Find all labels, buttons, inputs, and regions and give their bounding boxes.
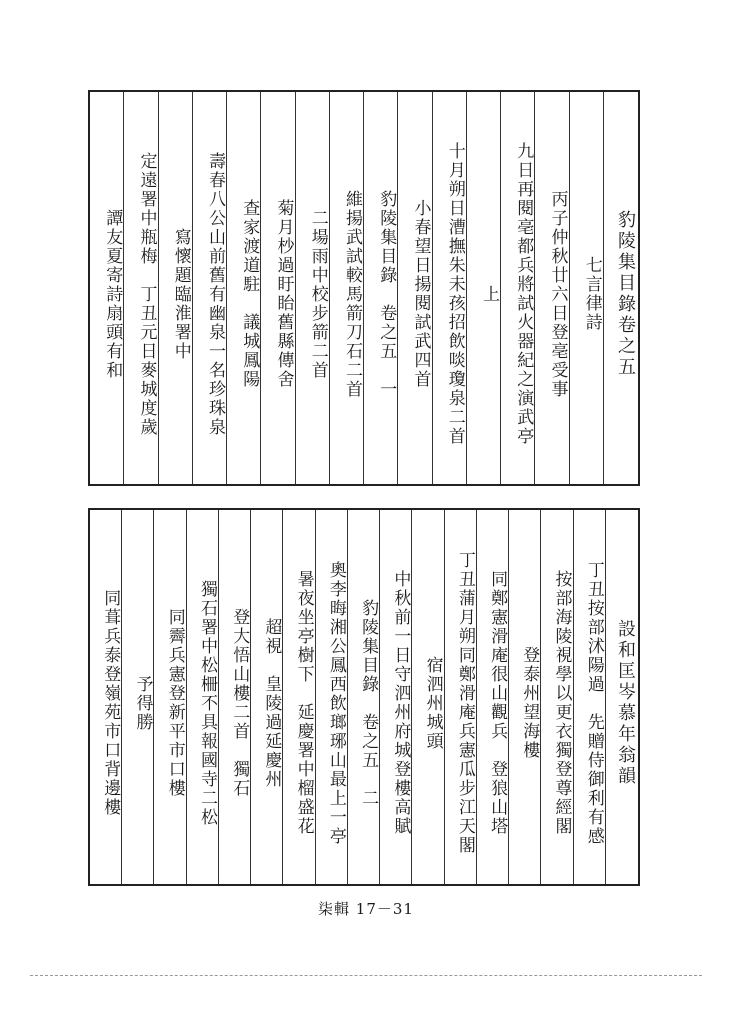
bottom_block-column-13: 登大悟山樓二首 獨石 <box>229 608 250 798</box>
bottom_block-column-rule <box>153 510 154 884</box>
bottom_block-column-16: 予得勝 <box>132 674 153 732</box>
bottom_block-column-rule <box>379 510 380 884</box>
top_block-column-8: 豹陵集目錄 卷之五 一 <box>376 189 397 399</box>
top_block-column-rule <box>192 92 193 484</box>
bottom_block-column-3: 按部海陵視學以更衣獨登尊經閣 <box>551 570 572 836</box>
bottom_block-column-2: 丁丑按部沭陽過 先贈侍御利有感 <box>583 560 604 846</box>
bottom_block-column-rule <box>250 510 251 884</box>
bottom_block-column-14: 獨石署中松柵不具報國寺二松 <box>196 579 217 827</box>
top_block-column-11: 菊月杪過盱眙舊縣傳舍 <box>273 199 294 389</box>
top_block-column-rule <box>363 92 364 484</box>
bottom_block-column-8: 中秋前一日守泗州府城登樓高賦 <box>390 570 411 836</box>
bottom_block-column-rule <box>315 510 316 884</box>
top_block-column-rule <box>295 92 296 484</box>
top_block-column-9: 維揚武試較馬箭刀石二首 <box>342 189 362 399</box>
top_block-column-16: 譚友夏寄詩扇頭有和 <box>102 208 123 380</box>
bottom_block-column-15: 同霽兵憲登新平市口樓 <box>164 608 185 798</box>
bottom-text-frame <box>88 508 640 886</box>
top_block-column-2: 七言律詩 <box>581 256 602 332</box>
top_block-column-rule <box>603 92 604 484</box>
top_block-column-rule <box>329 92 330 484</box>
top_block-column-12: 查家渡道駐 議城鳳陽 <box>239 199 260 389</box>
top_block-column-6: 十月朔日漕撫朱未孩招飲啖瓊泉二首 <box>444 142 465 446</box>
bottom_block-column-rule <box>186 510 187 884</box>
top_block-column-15: 定遠署中瓶梅 丁丑元日麥城度歲 <box>136 151 157 437</box>
bottom_block-column-4: 登泰州望海樓 <box>519 646 540 760</box>
bottom_block-column-17: 同葺兵泰登嶺苑市口背邊樓 <box>100 589 121 817</box>
page-footer-label: 柒輯 17－31 <box>318 900 414 918</box>
bottom_block-column-7: 宿泗州城頭 <box>422 655 443 751</box>
top_block-column-rule <box>158 92 159 484</box>
bottom_block-column-rule <box>540 510 541 884</box>
bottom_block-column-1: 設和匡岑慕年翁韻 <box>615 619 636 787</box>
bottom_block-column-rule <box>605 510 606 884</box>
top_block-column-rule <box>123 92 124 484</box>
bottom_block-column-5: 同鄭憲滑庵很山觀兵 登狼山塔 <box>487 570 508 836</box>
top_block-column-3: 丙子仲秋廿六日登亳受事 <box>547 189 568 399</box>
top_block-column-rule <box>432 92 433 484</box>
top-text-frame <box>88 90 640 486</box>
top_block-column-10: 二場雨中校步箭二首 <box>307 208 328 380</box>
top_block-column-rule <box>260 92 261 484</box>
top_block-column-rule <box>226 92 227 484</box>
bottom_block-column-rule <box>444 510 445 884</box>
bottom_block-column-rule <box>573 510 574 884</box>
bottom_block-column-rule <box>411 510 412 884</box>
bottom_block-column-rule <box>218 510 219 884</box>
top_block-column-14: 寫懷題臨淮署中 <box>170 227 191 361</box>
bottom_block-column-rule <box>508 510 509 884</box>
bottom_block-column-rule <box>282 510 283 884</box>
top_block-column-1: 豹陵集目錄卷之五 <box>615 210 636 378</box>
top_block-column-rule <box>466 92 467 484</box>
top_block-column-rule <box>500 92 501 484</box>
bottom_block-column-12: 超視 皇陵過延慶州 <box>261 617 282 789</box>
top_block-column-rule <box>534 92 535 484</box>
bottom_block-column-rule <box>121 510 122 884</box>
top_block-column-rule <box>397 92 398 484</box>
bottom_block-column-9: 豹陵集目錄 卷之五 二 <box>358 598 379 808</box>
bottom_block-column-11: 暑夜坐亭樹下 延慶署中榴盛花 <box>293 570 314 836</box>
top_block-column-4: 九日再閱亳都兵將試火器紀之演武亭 <box>513 142 534 446</box>
top_block-column-rule <box>569 92 570 484</box>
bottom_block-column-rule <box>476 510 477 884</box>
bottom_block-column-6: 丁丑蒲月朔同鄭滑庵兵憲瓜步江天閣 <box>454 551 475 855</box>
top_block-column-5: 上 <box>479 284 499 304</box>
bottom_block-column-10: 奧李晦湘公鳳西飲瑯琊山最上一亭 <box>325 560 346 846</box>
scan-edge-line <box>30 975 702 976</box>
top_block-column-13: 壽春八公山前舊有幽泉一名珍珠泉 <box>205 151 225 437</box>
top_block-column-7: 小春望日揚閱試武四首 <box>410 199 431 389</box>
bottom_block-column-rule <box>347 510 348 884</box>
